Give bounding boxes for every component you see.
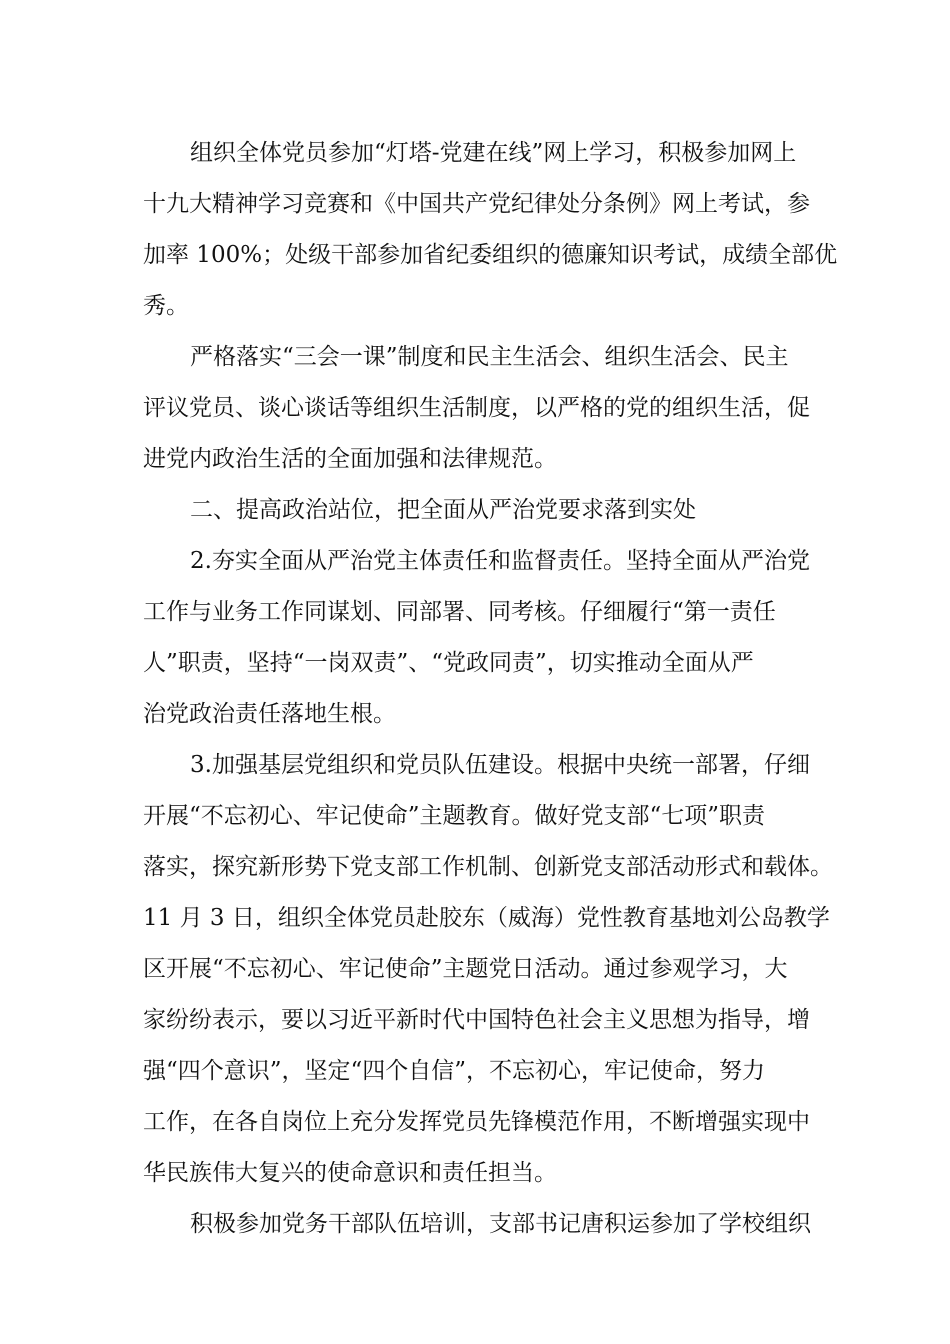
text-line: 组织全体党员参加“灯塔-党建在线”网上学习，积极参加网上: [190, 140, 797, 166]
text-line: 3.加强基层党组织和党员队伍建设。根据中央统一部署，仔细: [190, 752, 810, 778]
text-line: 人”职责，坚持“一岗双责”、“党政同责”，切实推动全面从严: [143, 650, 754, 676]
text-line: 加率 100%；处级干部参加省纪委组织的德廉知识考试，成绩全部优: [143, 242, 838, 268]
text-line: 家纷纷表示，要以习近平新时代中国特色社会主义思想为指导，增: [143, 1007, 810, 1033]
text-line: 11 月 3 日，组织全体党员赴胶东（威海）党性教育基地刘公岛教学: [143, 905, 830, 931]
text-line: 严格落实“三会一课”制度和民主生活会、组织生活会、民主: [190, 344, 789, 370]
text-line: 治党政治责任落地生根。: [143, 701, 396, 727]
text-line: 十九大精神学习竞赛和《中国共产党纪律处分条例》网上考试，参: [143, 191, 810, 217]
text-line: 2.夯实全面从严治党主体责任和监督责任。坚持全面从严治党: [190, 548, 810, 574]
document-body: [143, 128, 838, 1250]
paragraph-item-3: [143, 740, 833, 1199]
text-line: 进党内政治生活的全面加强和法律规范。: [143, 446, 557, 472]
paragraph-item-2: [143, 536, 823, 740]
heading-line: 二、提高政治站位，把全面从严治党要求落到实处: [190, 497, 696, 523]
text-line: 评议党员、谈心谈话等组织生活制度，以严格的党的组织生活，促: [143, 395, 810, 421]
text-line: 工作，在各自岗位上充分发挥党员先锋模范作用，不断增强实现中: [143, 1109, 810, 1135]
text-line: 秀。: [143, 293, 189, 319]
text-line: 工作与业务工作同谋划、同部署、同考核。仔细履行“第一责任: [143, 599, 776, 625]
section-heading: [143, 485, 823, 536]
paragraph-training: [143, 1199, 823, 1250]
text-line: 开展“不忘初心、牢记使命”主题教育。做好党支部“七项”职责: [143, 803, 766, 829]
text-line: 强“四个意识”，坚定“四个自信”，不忘初心，牢记使命，努力: [143, 1058, 766, 1084]
text-line: 区开展“不忘初心、牢记使命”主题党日活动。通过参观学习，大: [143, 956, 788, 982]
paragraph-online-study: [143, 128, 838, 332]
text-line: 落实，探究新形势下党支部工作机制、创新党支部活动形式和载体。: [143, 854, 833, 880]
paragraph-organizational-life: [143, 332, 823, 485]
text-line: 积极参加党务干部队伍培训，支部书记唐积运参加了学校组织: [190, 1211, 811, 1237]
text-line: 华民族伟大复兴的使命意识和责任担当。: [143, 1160, 557, 1186]
